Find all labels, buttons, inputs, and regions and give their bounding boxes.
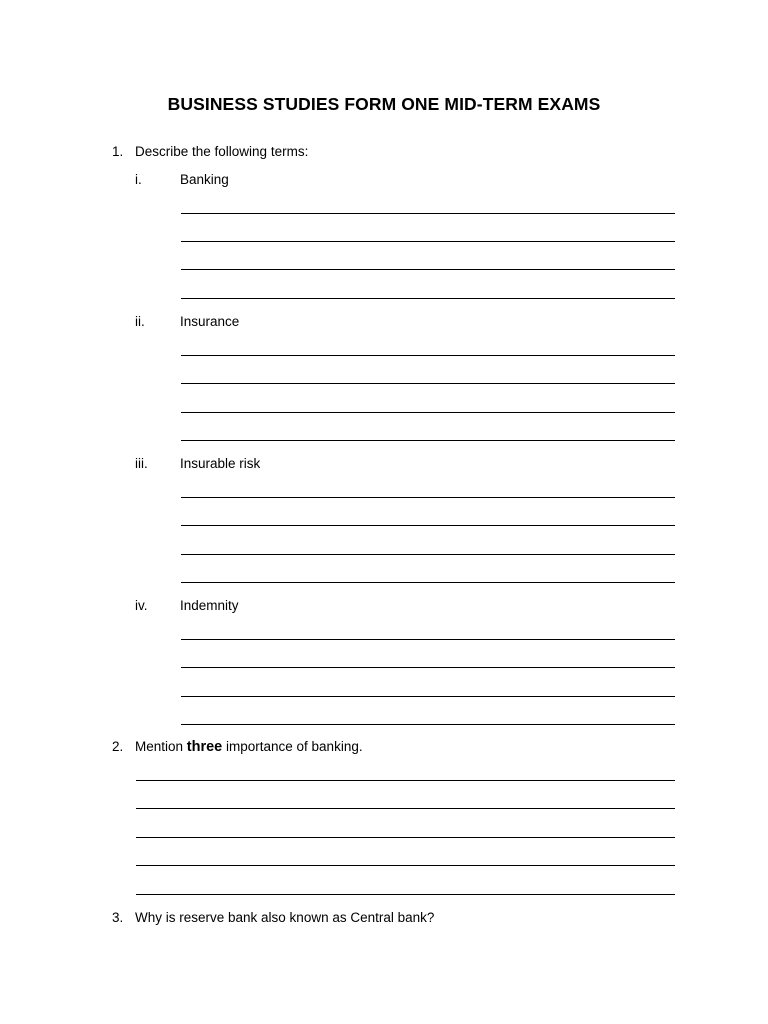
answer-line — [181, 582, 675, 583]
item-iii-numeral: iii. — [135, 456, 148, 471]
answer-line — [136, 865, 675, 866]
question-1-number: 1. — [112, 144, 124, 159]
item-iv-term: Indemnity — [180, 598, 239, 613]
answer-line — [181, 241, 675, 242]
answer-line — [181, 497, 675, 498]
document-title: BUSINESS STUDIES FORM ONE MID-TERM EXAMS — [167, 94, 601, 114]
question-2-text: Mention three importance of banking. — [135, 739, 363, 755]
answer-line — [181, 696, 675, 697]
item-iv-numeral: iv. — [135, 598, 148, 613]
answer-line — [136, 894, 675, 895]
answer-line — [181, 269, 675, 270]
answer-line — [181, 440, 675, 441]
item-ii-term: Insurance — [180, 314, 240, 329]
answer-line — [181, 383, 675, 384]
item-i-term: Banking — [180, 172, 229, 187]
answer-line — [136, 837, 675, 838]
answer-line — [181, 355, 675, 356]
question-1-text: Describe the following terms: — [135, 144, 309, 159]
answer-line — [181, 667, 675, 668]
question-2-number: 2. — [112, 739, 124, 754]
answer-line — [181, 554, 675, 555]
answer-line — [181, 724, 675, 725]
answer-line — [136, 780, 675, 781]
item-iii-term: Insurable risk — [180, 456, 261, 471]
question-3-text: Why is reserve bank also known as Central bank? — [135, 910, 435, 925]
question-2-emphasis: three — [186, 739, 223, 755]
answer-line — [181, 412, 675, 413]
item-i-numeral: i. — [135, 172, 142, 187]
answer-line — [181, 525, 675, 526]
answer-line — [181, 639, 675, 640]
answer-line — [136, 808, 675, 809]
answer-line — [181, 298, 675, 299]
question-3-number: 3. — [112, 910, 124, 925]
answer-line — [181, 213, 675, 214]
item-ii-numeral: ii. — [135, 314, 145, 329]
